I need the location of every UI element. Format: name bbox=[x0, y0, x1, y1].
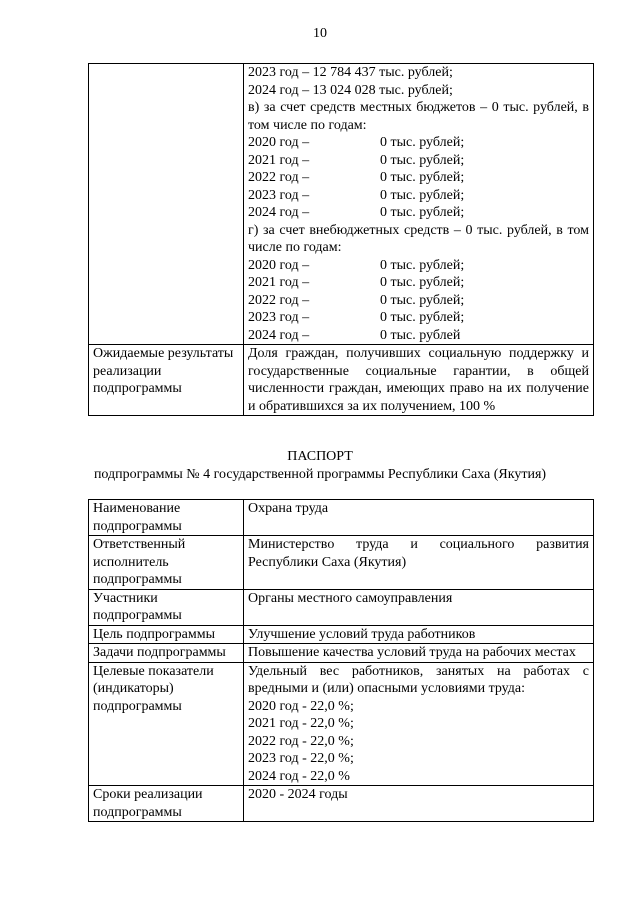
row-value: Охрана труда bbox=[244, 500, 594, 536]
funding-table bbox=[88, 63, 594, 416]
passport-row-tasks bbox=[89, 644, 594, 663]
passport-row-goal bbox=[89, 625, 594, 644]
extra-year-row: 2024 год – 0 тыс. рублей bbox=[248, 327, 461, 343]
row-label: Ответственный исполнитель подпрограммы bbox=[89, 536, 244, 590]
indicator-year: 2023 год - 22,0 %; bbox=[248, 751, 354, 766]
passport-row-terms bbox=[89, 786, 594, 822]
row-value: Повышение качества условий труда на рабочих местах bbox=[244, 644, 594, 663]
indicator-year: 2021 год - 22,0 %; bbox=[248, 716, 354, 731]
row-label: Целевые показатели (индикаторы) подпрограммы bbox=[89, 662, 244, 786]
funding-line-2023: 2023 год – 12 784 437 тыс. рублей; bbox=[248, 65, 453, 80]
results-value: Доля граждан, получивших социальную поддержку и государственные социальные гарантии, в общей численности граждан, имеющих право на их получение и обратившихся за их получением, 100 % bbox=[244, 345, 594, 416]
local-budget-intro: в) за счет средств местных бюджетов – 0 тыс. рублей, в том числе по годам: bbox=[248, 100, 589, 133]
funding-label-cell bbox=[89, 64, 244, 345]
passport-row-participants bbox=[89, 589, 594, 625]
local-year-row: 2022 год – 0 тыс. рублей; bbox=[248, 170, 465, 185]
indicator-year: 2024 год - 22,0 % bbox=[248, 768, 350, 784]
passport-row-name bbox=[89, 500, 594, 536]
row-value: 2020 - 2024 годы bbox=[244, 786, 594, 822]
funding-line-2024: 2024 год – 13 024 028 тыс. рублей; bbox=[248, 82, 453, 98]
page-number: 10 bbox=[313, 26, 327, 41]
local-year-row: 2021 год – 0 тыс. рублей; bbox=[248, 152, 465, 168]
passport-title: ПАСПОРТ bbox=[287, 449, 353, 464]
passport-subtitle: подпрограммы № 4 государственной программы Республики Саха (Якутия) bbox=[93, 467, 547, 482]
extra-budget-intro: г) за счет внебюджетных средств – 0 тыс. рублей, в том числе по годам: bbox=[248, 222, 589, 255]
row-label: Сроки реализации подпрограммы bbox=[89, 786, 244, 822]
row-value: Органы местного самоуправления bbox=[244, 589, 594, 625]
row-value: Улучшение условий труда работников bbox=[244, 625, 594, 644]
funding-row bbox=[89, 64, 594, 345]
indicator-year: 2020 год - 22,0 %; bbox=[248, 698, 354, 714]
extra-year-row: 2021 год – 0 тыс. рублей; bbox=[248, 275, 465, 290]
row-value: Министерство труда и социального развития Республики Саха (Якутия) bbox=[244, 536, 594, 590]
results-row bbox=[89, 345, 594, 416]
indicators-intro: Удельный вес работников, занятых на работах с вредными и (или) опасными условиями труда: bbox=[248, 663, 589, 696]
local-year-row: 2024 год – 0 тыс. рублей; bbox=[248, 205, 465, 220]
passport-heading bbox=[0, 448, 640, 484]
passport-row-indicators bbox=[89, 662, 594, 786]
row-label: Наименование подпрограммы bbox=[89, 500, 244, 536]
row-value bbox=[244, 662, 594, 786]
passport-row-executor bbox=[89, 536, 594, 590]
local-year-row: 2023 год – 0 тыс. рублей; bbox=[248, 187, 465, 203]
extra-year-row: 2020 год – 0 тыс. рублей; bbox=[248, 257, 465, 273]
row-label: Участники подпрограммы bbox=[89, 589, 244, 625]
extra-year-row: 2022 год – 0 тыс. рублей; bbox=[248, 292, 465, 308]
local-year-row: 2020 год – 0 тыс. рублей; bbox=[248, 135, 465, 150]
funding-value-cell bbox=[244, 64, 594, 345]
passport-table bbox=[88, 499, 594, 822]
row-label: Цель подпрограммы bbox=[89, 625, 244, 644]
indicator-year: 2022 год - 22,0 %; bbox=[248, 733, 354, 749]
extra-year-row: 2023 год – 0 тыс. рублей; bbox=[248, 310, 465, 325]
results-label: Ожидаемые результаты реализации подпрограммы bbox=[89, 345, 244, 416]
row-label: Задачи подпрограммы bbox=[89, 644, 244, 663]
